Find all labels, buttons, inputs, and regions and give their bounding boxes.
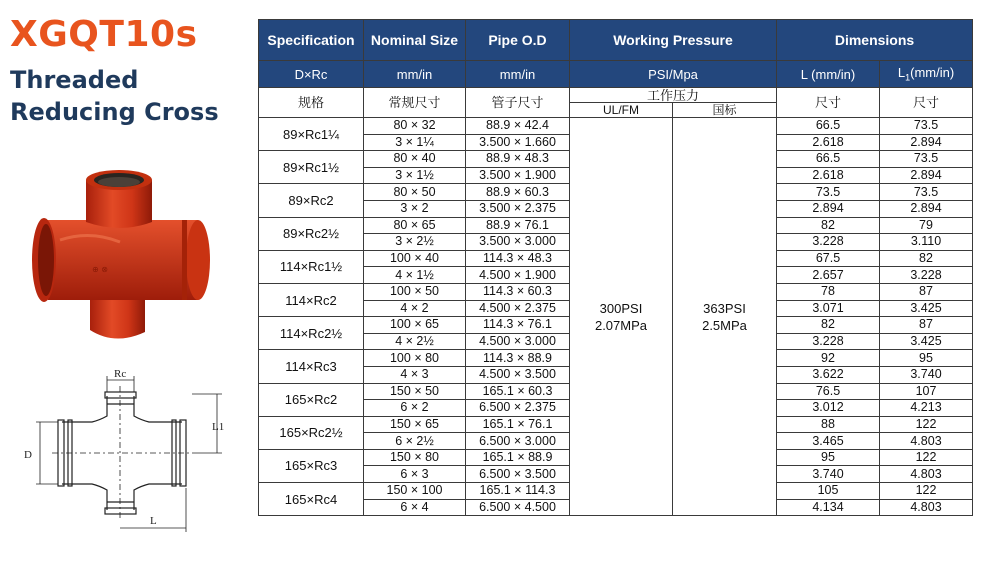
od-in-cell: 6.500 × 3.500 xyxy=(466,466,570,483)
unit-l1: $L_1(mm/in)$ xyxy=(880,61,973,88)
l-mm-cell: 82 xyxy=(777,317,880,334)
nominal-in-cell: 6 × 3 xyxy=(364,466,466,483)
table-row xyxy=(259,118,973,135)
pressure-ul-psi: 300PSI xyxy=(599,300,643,316)
l1-in-cell: 2.894 xyxy=(880,167,973,184)
od-mm-cell: 114.3 × 48.3 xyxy=(466,250,570,267)
l1-mm-cell: 73.5 xyxy=(880,118,973,135)
header-dimensions: Dimensions xyxy=(777,20,973,61)
spec-cell: 165×Rc2 xyxy=(259,383,364,416)
od-in-cell: 6.500 × 2.375 xyxy=(466,400,570,417)
nominal-mm-cell: 100 × 80 xyxy=(364,350,466,367)
nominal-mm-cell: 100 × 40 xyxy=(364,250,466,267)
od-mm-cell: 88.9 × 42.4 xyxy=(466,118,570,135)
od-mm-cell: 114.3 × 76.1 xyxy=(466,317,570,334)
od-mm-cell: 88.9 × 60.3 xyxy=(466,184,570,201)
l1-in-cell: 3.425 xyxy=(880,300,973,317)
nominal-mm-cell: 80 × 40 xyxy=(364,151,466,168)
unit-pressure: PSI/Mpa xyxy=(570,61,777,88)
cn-l1: 尺寸 xyxy=(880,88,973,118)
label-rc: Rc xyxy=(114,368,127,380)
l1-mm-cell: 79 xyxy=(880,217,973,234)
nominal-in-cell: 3 × 1¼ xyxy=(364,134,466,151)
svg-text:⊕ ⊗: ⊕ ⊗ xyxy=(92,265,108,274)
l-mm-cell: 66.5 xyxy=(777,151,880,168)
l1-in-cell: 2.894 xyxy=(880,134,973,151)
pressure-ul-cell xyxy=(570,118,673,516)
od-mm-cell: 165.1 × 114.3 xyxy=(466,483,570,500)
header-specification: Specification xyxy=(259,20,364,61)
pressure-gb-psi: 363PSI xyxy=(703,300,746,316)
l1-in-cell: 3.110 xyxy=(880,234,973,251)
pressure-gb-cell xyxy=(673,118,777,516)
od-mm-cell: 88.9 × 76.1 xyxy=(466,217,570,234)
spec-cell: 89×Rc1¼ xyxy=(259,118,364,151)
nominal-mm-cell: 100 × 65 xyxy=(364,317,466,334)
nominal-mm-cell: 150 × 80 xyxy=(364,449,466,466)
od-in-cell: 4.500 × 3.000 xyxy=(466,333,570,350)
nominal-mm-cell: 80 × 65 xyxy=(364,217,466,234)
od-in-cell: 3.500 × 1.900 xyxy=(466,167,570,184)
od-in-cell: 6.500 × 4.500 xyxy=(466,499,570,516)
l1-mm-cell: 87 xyxy=(880,283,973,300)
label-l1: L1 xyxy=(212,421,225,433)
header-nominal-size: Nominal Size xyxy=(364,20,466,61)
header-working-pressure: Working Pressure xyxy=(570,20,777,61)
l1-mm-cell: 87 xyxy=(880,317,973,334)
nominal-in-cell: 4 × 2 xyxy=(364,300,466,317)
nominal-mm-cell: 80 × 50 xyxy=(364,184,466,201)
od-in-cell: 3.500 × 3.000 xyxy=(466,234,570,251)
l1-in-cell: 4.213 xyxy=(880,400,973,417)
product-title: XGQT10s xyxy=(10,14,198,55)
l1-in-cell: 4.803 xyxy=(880,433,973,450)
dimension-drawing xyxy=(12,368,242,538)
nominal-mm-cell: 80 × 32 xyxy=(364,118,466,135)
unit-l: L (mm/in) xyxy=(777,61,880,88)
l-mm-cell: 88 xyxy=(777,416,880,433)
l-in-cell: 3.465 xyxy=(777,433,880,450)
spec-cell: 114×Rc2 xyxy=(259,283,364,316)
l-mm-cell: 73.5 xyxy=(777,184,880,201)
od-in-cell: 4.500 × 1.900 xyxy=(466,267,570,284)
od-mm-cell: 165.1 × 60.3 xyxy=(466,383,570,400)
l-mm-cell: 66.5 xyxy=(777,118,880,135)
l1-in-cell: 3.425 xyxy=(880,333,973,350)
unit-spec: D×Rc xyxy=(259,61,364,88)
l1-mm-cell: 122 xyxy=(880,449,973,466)
subtitle-line-2: Reducing Cross xyxy=(10,98,219,126)
nominal-mm-cell: 100 × 50 xyxy=(364,283,466,300)
header-row xyxy=(259,20,973,61)
l-in-cell: 3.228 xyxy=(777,234,880,251)
l-in-cell: 3.228 xyxy=(777,333,880,350)
od-mm-cell: 165.1 × 76.1 xyxy=(466,416,570,433)
od-in-cell: 4.500 × 3.500 xyxy=(466,366,570,383)
nominal-in-cell: 4 × 1½ xyxy=(364,267,466,284)
pressure-ul-mpa: 2.07MPa xyxy=(594,317,648,333)
l1-mm-cell: 107 xyxy=(880,383,973,400)
l1-mm-cell: 82 xyxy=(880,250,973,267)
nominal-in-cell: 6 × 2½ xyxy=(364,433,466,450)
l-in-cell: 3.012 xyxy=(777,400,880,417)
spec-cell: 165×Rc4 xyxy=(259,483,364,516)
od-mm-cell: 114.3 × 88.9 xyxy=(466,350,570,367)
l-mm-cell: 82 xyxy=(777,217,880,234)
label-d: D xyxy=(24,449,32,461)
nominal-in-cell: 4 × 2½ xyxy=(364,333,466,350)
unit-od: mm/in xyxy=(466,61,570,88)
l1-mm-cell: 122 xyxy=(880,416,973,433)
cn-nominal: 常规尺寸 xyxy=(364,88,466,118)
spec-cell: 165×Rc3 xyxy=(259,449,364,482)
product-subtitle xyxy=(10,64,219,128)
l1-in-cell: 4.803 xyxy=(880,466,973,483)
l-in-cell: 3.071 xyxy=(777,300,880,317)
l-mm-cell: 95 xyxy=(777,449,880,466)
l-in-cell: 2.894 xyxy=(777,200,880,217)
l-in-cell: 3.740 xyxy=(777,466,880,483)
nominal-in-cell: 3 × 1½ xyxy=(364,167,466,184)
table-body xyxy=(259,118,973,516)
unit-nominal: mm/in xyxy=(364,61,466,88)
header-pipe-od: Pipe O.D xyxy=(466,20,570,61)
spec-cell: 114×Rc3 xyxy=(259,350,364,383)
spec-cell: 114×Rc1½ xyxy=(259,250,364,283)
l-mm-cell: 92 xyxy=(777,350,880,367)
od-mm-cell: 114.3 × 60.3 xyxy=(466,283,570,300)
spec-cell: 89×Rc2½ xyxy=(259,217,364,250)
label-l: L xyxy=(150,515,157,527)
l1-mm-cell: 73.5 xyxy=(880,184,973,201)
l1-in-cell: 4.803 xyxy=(880,499,973,516)
l1-mm-cell: 122 xyxy=(880,483,973,500)
l-mm-cell: 105 xyxy=(777,483,880,500)
nominal-in-cell: 4 × 3 xyxy=(364,366,466,383)
od-in-cell: 4.500 × 2.375 xyxy=(466,300,570,317)
cn-ul-fm: UL/FM xyxy=(570,103,673,118)
cn-gb: 国标 xyxy=(673,103,777,118)
specification-table xyxy=(258,19,973,516)
od-in-cell: 6.500 × 3.000 xyxy=(466,433,570,450)
od-mm-cell: 88.9 × 48.3 xyxy=(466,151,570,168)
spec-cell: 89×Rc1½ xyxy=(259,151,364,184)
l-in-cell: 3.622 xyxy=(777,366,880,383)
l1-in-cell: 3.740 xyxy=(880,366,973,383)
units-row xyxy=(259,61,973,88)
nominal-in-cell: 6 × 4 xyxy=(364,499,466,516)
spec-cell: 165×Rc2½ xyxy=(259,416,364,449)
od-mm-cell: 165.1 × 88.9 xyxy=(466,449,570,466)
l-mm-cell: 78 xyxy=(777,283,880,300)
l-in-cell: 4.134 xyxy=(777,499,880,516)
l-in-cell: 2.618 xyxy=(777,134,880,151)
nominal-in-cell: 6 × 2 xyxy=(364,400,466,417)
l1-in-cell: 2.894 xyxy=(880,200,973,217)
subtitle-line-1: Threaded xyxy=(10,66,139,94)
od-in-cell: 3.500 × 1.660 xyxy=(466,134,570,151)
cn-spec: 规格 xyxy=(259,88,364,118)
nominal-mm-cell: 150 × 50 xyxy=(364,383,466,400)
spec-cell: 89×Rc2 xyxy=(259,184,364,217)
l1-mm-cell: 73.5 xyxy=(880,151,973,168)
nominal-in-cell: 3 × 2½ xyxy=(364,234,466,251)
cn-od: 管子尺寸 xyxy=(466,88,570,118)
l1-mm-cell: 95 xyxy=(880,350,973,367)
l-mm-cell: 67.5 xyxy=(777,250,880,267)
l-in-cell: 2.618 xyxy=(777,167,880,184)
nominal-in-cell: 3 × 2 xyxy=(364,200,466,217)
cn-l: 尺寸 xyxy=(777,88,880,118)
l-mm-cell: 76.5 xyxy=(777,383,880,400)
pressure-gb-mpa: 2.5MPa xyxy=(702,317,747,333)
product-photo xyxy=(20,160,220,350)
nominal-mm-cell: 150 × 65 xyxy=(364,416,466,433)
od-in-cell: 3.500 × 2.375 xyxy=(466,200,570,217)
cn-header-row-1 xyxy=(259,88,973,103)
spec-cell: 114×Rc2½ xyxy=(259,317,364,350)
nominal-mm-cell: 150 × 100 xyxy=(364,483,466,500)
l1-in-cell: 3.228 xyxy=(880,267,973,284)
l-in-cell: 2.657 xyxy=(777,267,880,284)
cn-pressure: 工作压力 xyxy=(570,88,777,103)
